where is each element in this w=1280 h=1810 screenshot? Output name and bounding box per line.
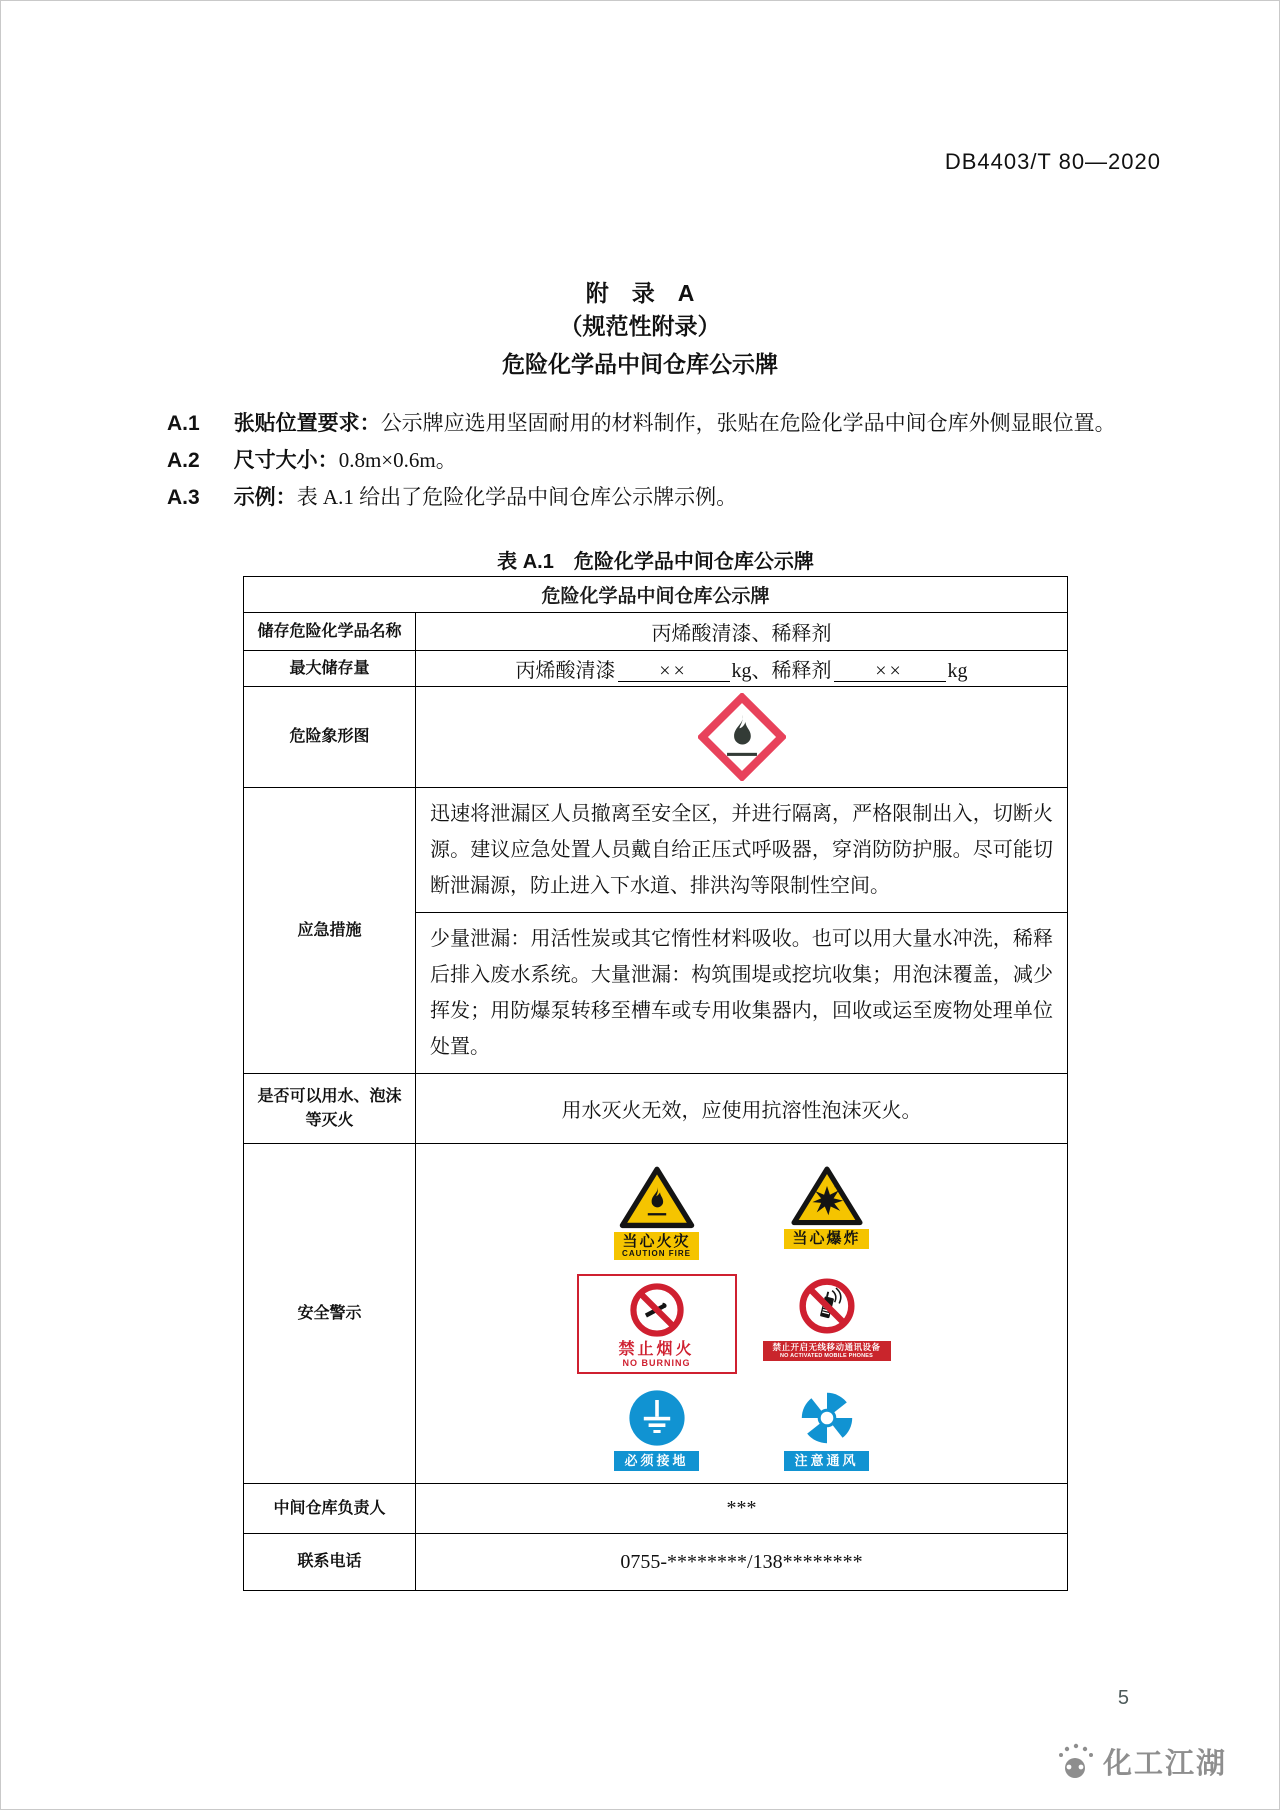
ventilation-caption: 注意通风 — [784, 1451, 868, 1471]
appendix-title-block — [1, 277, 1279, 381]
row-label-pictogram: 危险象形图 — [244, 687, 416, 788]
sign-ventilation — [747, 1388, 907, 1471]
caution-fire-caption-cn: 当心火灾 — [622, 1233, 691, 1251]
clause-a3 — [101, 479, 1163, 516]
watermark — [1055, 1741, 1227, 1782]
no-mobile-phone-caption-cn: 禁止开启无线移动通讯设备 — [772, 1342, 881, 1353]
no-mobile-phone-caption-en: NO ACTIVATED MOBILE PHONES — [779, 1352, 874, 1359]
appendix-subtitle: （规范性附录） — [559, 313, 721, 339]
clause-a3-label: 示例： — [233, 486, 297, 509]
clause-a2-label: 尺寸大小： — [233, 449, 339, 472]
appendix-title: 附 录 A — [585, 280, 695, 306]
safety-signs-cell — [416, 1144, 1068, 1484]
sign-caution-explosion — [747, 1164, 907, 1260]
watermark-logo-icon — [1055, 1742, 1097, 1782]
row-label-max-storage: 最大储存量 — [244, 651, 416, 687]
caution-explosion-caption — [784, 1229, 868, 1249]
ghs-flame-pictogram-icon — [698, 693, 786, 781]
watermark-text: 化工江湖 — [1102, 1748, 1227, 1780]
caution-explosion-triangle-icon — [790, 1164, 864, 1227]
storage-amount-blank-2: ×× — [834, 661, 946, 682]
emergency-measures-2: 少量泄漏：用活性炭或其它惰性材料吸收。也可以用大量水冲洗，稀释后排入废水系统。大量泄漏：构筑围堤或挖坑收集；用泡沫覆盖，减少挥发；用防爆泵转移至槽车或专用收集器内，回收或运至废物处理单位处置。 — [416, 913, 1068, 1074]
contact-phone-value: 0755-********/138******** — [416, 1534, 1068, 1591]
no-mobile-phone-prohibition-icon — [795, 1274, 859, 1338]
clause-a3-number: A.3 — [167, 486, 200, 509]
safety-signs-grid — [422, 1156, 1061, 1471]
row-label-chemical-name: 储存危险化学品名称 — [244, 613, 416, 651]
caution-fire-caption — [614, 1232, 699, 1260]
emergency-measures-1: 迅速将泄漏区人员撤离至安全区，并进行隔离，严格限制出入，切断火源。建议应急处置人员戴自给正压式呼吸器，穿消防防护服。尽可能切断泄漏源，防止进入下水道、排洪沟等限制性空间。 — [416, 788, 1068, 913]
caution-fire-triangle-icon — [618, 1164, 696, 1230]
doc-number: DB4403/T 80—2020 — [944, 149, 1161, 174]
clauses — [101, 405, 1163, 516]
storage-chemical-1: 丙烯酸清漆 — [515, 660, 616, 682]
storage-unit-and-chemical-2: kg、稀释剂 — [731, 660, 832, 682]
sign-no-mobile-phone — [747, 1274, 907, 1374]
sign-must-ground — [577, 1388, 737, 1471]
clause-a3-text: 表 A.1 给出了危险化学品中间仓库公示牌示例。 — [296, 485, 738, 509]
clause-a2-number: A.2 — [167, 449, 200, 472]
storage-amount-blank-1: ×× — [618, 661, 730, 682]
max-storage-value — [416, 651, 1068, 687]
water-foam-value: 用水灭火无效，应使用抗溶性泡沫灭火。 — [416, 1074, 1068, 1144]
page-number: 5 — [1117, 1687, 1129, 1709]
must-ground-caption: 必须接地 — [614, 1451, 698, 1471]
caution-fire-caption-en: CAUTION FIRE — [622, 1248, 691, 1258]
caution-explosion-caption-cn: 当心爆炸 — [792, 1230, 861, 1248]
sign-no-burning — [577, 1274, 737, 1374]
clause-a2 — [101, 442, 1163, 479]
table-title: 危险化学品中间仓库公示牌 — [244, 577, 1068, 613]
no-burning-caption-en: NO BURNING — [622, 1357, 691, 1368]
table-caption: 表 A.1 危险化学品中间仓库公示牌 — [497, 551, 814, 573]
row-label-safety-warning: 安全警示 — [244, 1144, 416, 1484]
row-label-warehouse-manager: 中间仓库负责人 — [244, 1484, 416, 1534]
appendix-heading: 危险化学品中间仓库公示牌 — [502, 351, 778, 377]
chemical-name-value: 丙烯酸清漆、稀释剂 — [416, 613, 1068, 651]
no-burning-prohibition-icon — [626, 1279, 688, 1341]
row-label-emergency: 应急措施 — [244, 788, 416, 1074]
pictogram-cell — [416, 687, 1068, 788]
clause-a2-text: 0.8m×0.6m。 — [338, 448, 457, 472]
row-label-water-foam: 是否可以用水、泡沫等灭火 — [244, 1074, 416, 1144]
no-burning-caption — [618, 1342, 694, 1368]
notice-board-table — [243, 576, 1068, 1591]
storage-unit-2: kg — [947, 660, 968, 682]
clause-a1-number: A.1 — [167, 412, 200, 435]
clause-a1 — [101, 405, 1163, 442]
must-ground-mandatory-icon — [627, 1388, 687, 1448]
clause-a1-text: 公示牌应选用坚固耐用的材料制作，张贴在危险化学品中间仓库外侧显眼位置。 — [380, 411, 1116, 435]
row-label-contact-phone: 联系电话 — [244, 1534, 416, 1591]
clause-a1-label: 张贴位置要求： — [233, 412, 381, 435]
sign-caution-fire — [577, 1164, 737, 1260]
ventilation-fan-icon — [797, 1388, 857, 1448]
warehouse-manager-value: *** — [416, 1484, 1068, 1534]
no-mobile-phone-caption — [763, 1341, 891, 1361]
no-burning-caption-cn: 禁止烟火 — [618, 1341, 695, 1359]
